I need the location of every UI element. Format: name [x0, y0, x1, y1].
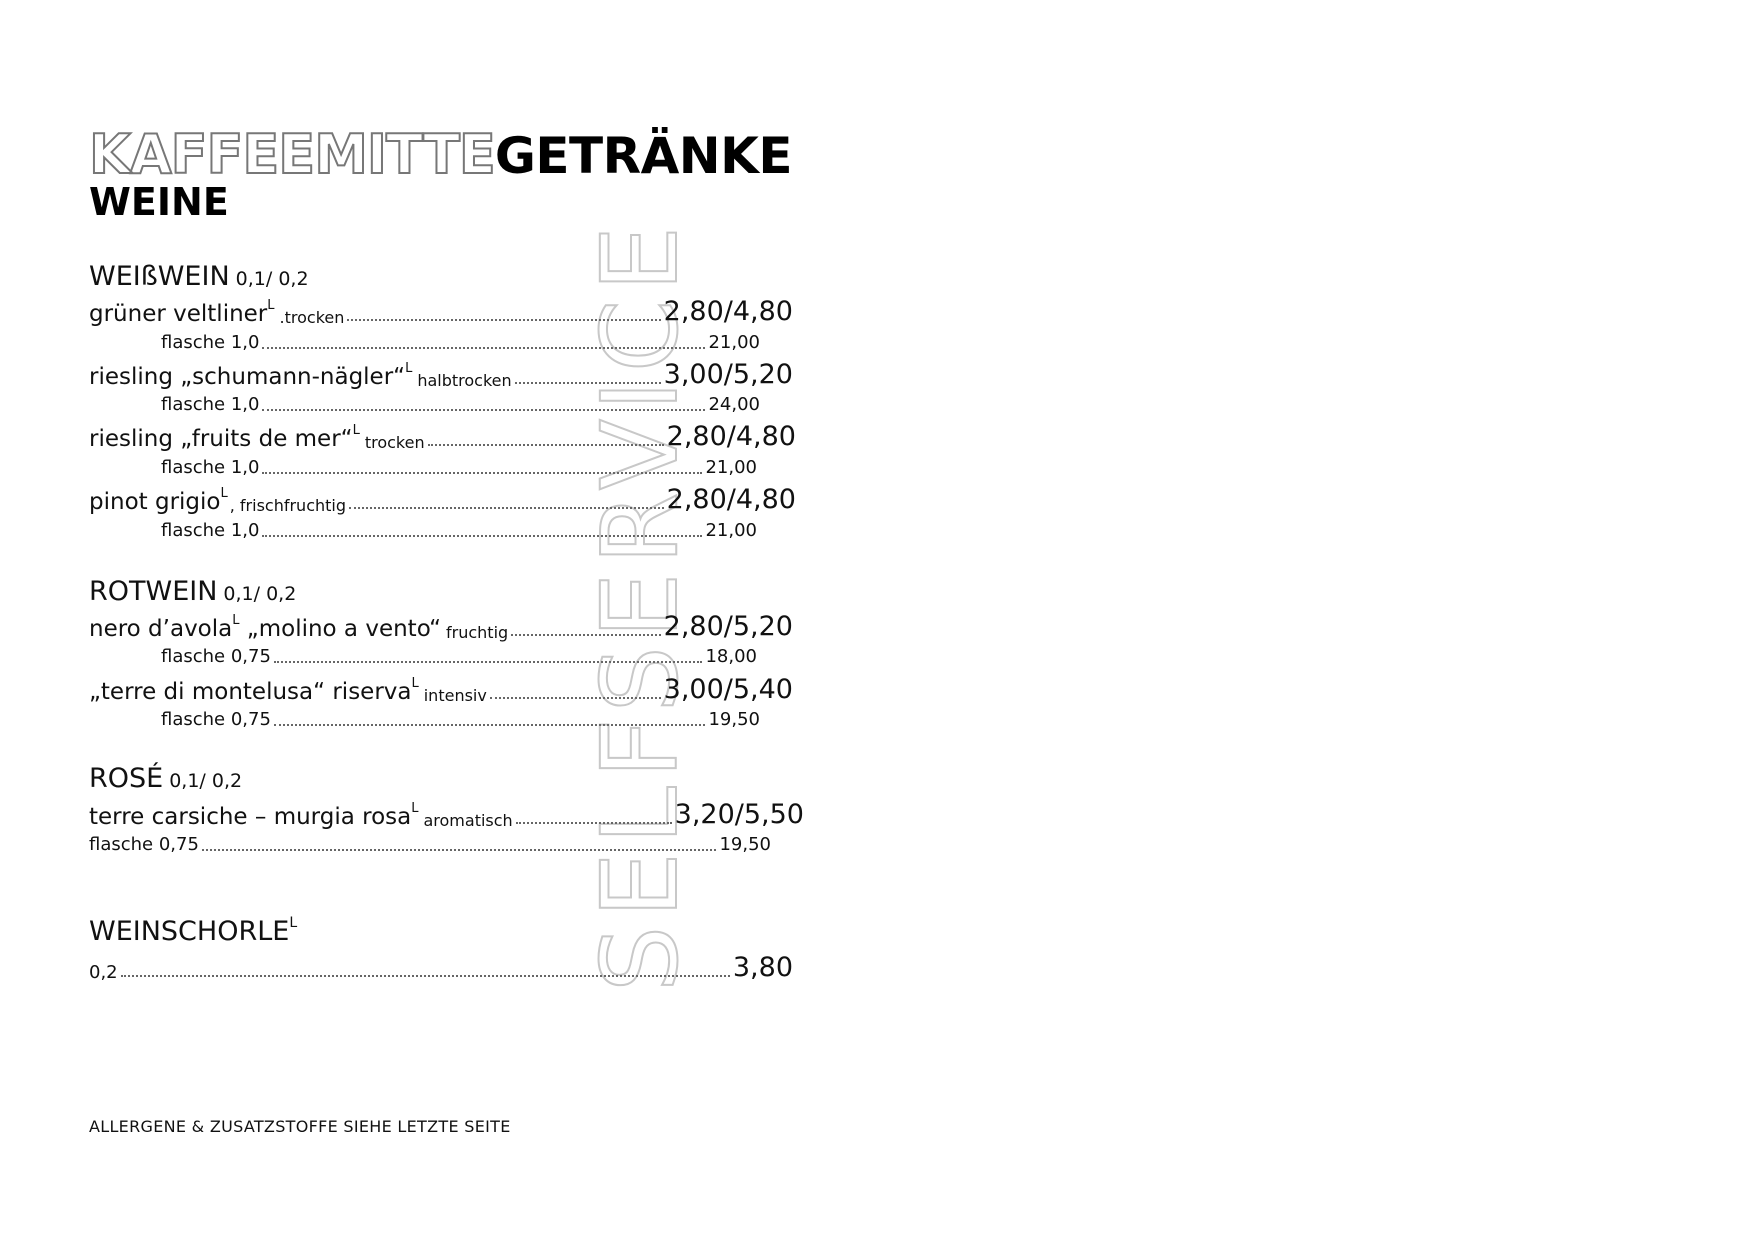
bottle-price: 21,00: [705, 520, 757, 541]
bottle-row: [161, 646, 757, 667]
item-name: terre carsiche – murgia rosa$^L$: [89, 801, 419, 830]
item-name: riesling „fruits de mer“$^L$: [89, 423, 360, 452]
menu-item-pinot-grigio: [89, 484, 796, 515]
bottle-row: [161, 332, 760, 353]
item-name: pinot grigio$^L$: [89, 486, 228, 515]
dot-leader: [511, 634, 660, 636]
bottle-price: 19,50: [708, 709, 760, 730]
allergen-footnote: ALLERGENE & ZUSATZSTOFFE SIEHE LETZTE SEITE: [89, 1117, 511, 1136]
bottle-size: flasche 0,75: [161, 646, 271, 667]
item-price: 3,80: [732, 952, 793, 983]
item-description: trocken: [364, 433, 425, 452]
allergen-mark: L: [267, 298, 275, 313]
brand-category: GETRÄNKE: [494, 127, 793, 185]
dot-leader: [262, 472, 702, 474]
bottle-price: 18,00: [705, 646, 757, 667]
dot-leader: [274, 661, 703, 663]
dot-leader: [490, 697, 661, 699]
section-volume: 0,1/ 0,2: [235, 268, 309, 290]
item-description: halbtrocken: [417, 371, 512, 390]
dot-leader: [347, 319, 660, 321]
dot-leader: [428, 444, 664, 446]
bottle-size: flasche 1,0: [161, 520, 260, 541]
allergen-mark: L: [289, 915, 298, 931]
menu-item-weinschorle: [89, 952, 793, 983]
item-price: 2,80/5,20: [663, 611, 793, 642]
item-price: 3,00/5,40: [663, 674, 793, 705]
item-name: grüner veltliner$^L$: [89, 298, 275, 327]
item-name: „terre di montelusa“ riserva$^L$: [89, 676, 419, 705]
dot-leader: [274, 724, 706, 726]
section-heading-weisswein: [89, 263, 309, 290]
dot-leader: [202, 849, 717, 851]
item-name: nero d’avola$^L$ „molino a vento“: [89, 613, 442, 642]
dot-leader: [121, 975, 730, 977]
menu-item-gruener-veltliner: [89, 296, 793, 327]
section-title: WEIßWEIN: [89, 261, 230, 292]
item-price: 3,00/5,20: [663, 359, 793, 390]
item-description: fruchtig: [446, 623, 509, 642]
section-volume: 0,1/ 0,2: [169, 770, 243, 792]
menu-brand-title: [89, 123, 793, 186]
bottle-row: [161, 457, 757, 478]
bottle-size: flasche 1,0: [161, 332, 260, 353]
allergen-mark: L: [411, 801, 419, 816]
bottle-price: 21,00: [705, 457, 757, 478]
bottle-size: flasche 0,75: [89, 834, 199, 855]
item-price: 2,80/4,80: [666, 484, 796, 515]
bottle-row: [89, 834, 771, 855]
watermark-text: SELFSERVICE: [579, 217, 701, 993]
section-heading-rotwein: [89, 578, 296, 605]
allergen-mark: L: [352, 423, 360, 438]
menu-item-terre-carsiche: [89, 799, 804, 830]
bottle-row: [161, 394, 760, 415]
item-name: riesling „schumann-nägler“$^L$: [89, 361, 413, 390]
allergen-mark: L: [220, 486, 228, 501]
bottle-price: 19,50: [719, 834, 771, 855]
brand-name-outline: KAFFEEMITTE: [89, 123, 495, 186]
bottle-size: flasche 1,0: [161, 394, 260, 415]
item-description: .trocken: [279, 308, 345, 327]
bottle-price: 21,00: [708, 332, 760, 353]
dot-leader: [262, 535, 702, 537]
dot-leader: [515, 382, 661, 384]
dot-leader: [262, 347, 705, 349]
menu-item-riesling-schumann: [89, 359, 793, 390]
menu-item-terre-di-montelusa: [89, 674, 793, 705]
dot-leader: [516, 822, 672, 824]
bottle-size: flasche 0,75: [161, 709, 271, 730]
bottle-row: [161, 709, 760, 730]
item-price: 3,20/5,50: [674, 799, 804, 830]
allergen-mark: L: [232, 613, 240, 628]
item-description: aromatisch: [423, 811, 513, 830]
section-title: WEINSCHORLE: [89, 916, 290, 947]
item-price: 2,80/4,80: [663, 296, 793, 327]
dot-leader: [349, 507, 664, 509]
item-price: 2,80/4,80: [666, 421, 796, 452]
menu-item-nero-davola: [89, 611, 793, 642]
menu-item-riesling-fruits-de-mer: [89, 421, 796, 452]
section-heading-rose: [89, 765, 242, 792]
allergen-mark: L: [411, 676, 419, 691]
section-title: ROSÉ: [89, 763, 164, 794]
item-description: , frischfruchtig: [229, 496, 346, 515]
bottle-size: flasche 1,0: [161, 457, 260, 478]
dot-leader: [262, 409, 705, 411]
section-volume: 0,1/ 0,2: [223, 583, 297, 605]
bottle-row: [161, 520, 757, 541]
section-title: ROTWEIN: [89, 576, 218, 607]
item-size: 0,2: [89, 962, 118, 983]
bottle-price: 24,00: [708, 394, 760, 415]
allergen-mark: L: [405, 361, 413, 376]
page-title: WEINE: [89, 180, 229, 224]
section-heading-weinschorle: [89, 915, 298, 947]
item-description: intensiv: [423, 686, 487, 705]
